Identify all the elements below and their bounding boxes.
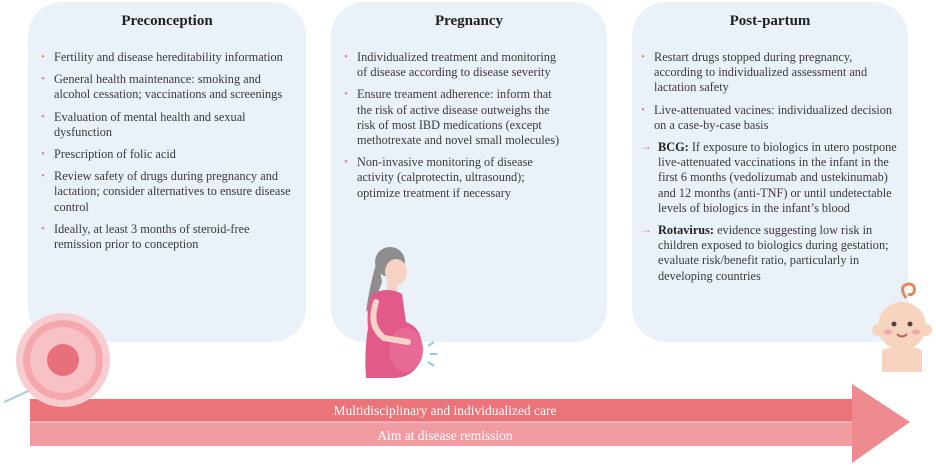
baby-icon: [868, 282, 936, 374]
bullet-icon: •: [344, 156, 348, 169]
list-item: • Fertility and disease hereditability information: [41, 50, 283, 64]
list-item: • Live-attenuated vacines: individualized decision on a case-by-case basis: [641, 102, 892, 132]
pregnant-woman-icon: [342, 242, 438, 382]
bullet-icon: •: [344, 88, 348, 101]
arrow-right-icon: →: [640, 139, 652, 154]
bullet-icon: •: [41, 51, 45, 63]
list-item: • Individualized treatment and monitoring of disease according to disease severity: [344, 50, 557, 80]
list-subitem-rotavirus: → Rotavirus: evidence suggesting low risk in children exposed to biologics during gestation; evaluate risk/benefit ratio, particularly in developing countries: [640, 222, 889, 283]
bullet-icon: •: [41, 222, 45, 235]
list-item: • Ideally, at least 3 months of steroid-free remission prior to conception: [41, 221, 250, 252]
arrow-label-remission: Aim at disease remission: [377, 428, 513, 443]
bullet-icon: •: [344, 51, 348, 63]
list-item: • Review safety of drugs during pregnancy and lactation; consider alternatives to ensure disease control: [41, 169, 291, 214]
bullet-icon: •: [641, 51, 645, 63]
bullet-icon: •: [641, 103, 645, 116]
list-item: • General health maintenance: smoking and alcohol cessation; vaccinations and screenings: [41, 72, 283, 102]
arrow-label-care: Multidisciplinary and individualized care: [333, 403, 557, 418]
list-subitem-bcg: → BCG: If exposure to biologics in utero postpone live-attenuated vaccinations in the infant in the first 6 months (vedolizumab and ustekinumab) and 12 months (anti-TNF) or until undetectable levels of biologics in the infant’s blood: [640, 139, 897, 215]
egg-cell-icon: [0, 310, 110, 420]
pregnancy-title: Pregnancy: [434, 13, 504, 29]
list-item: • Restart drugs stopped during pregnancy, according to individualized assessment and lactation safety: [641, 50, 868, 95]
arrow-right-icon: →: [640, 222, 652, 237]
preconception-title: Preconception: [121, 13, 213, 29]
list-item: • Prescription of folic acid: [41, 147, 176, 162]
arrow-head: [852, 384, 910, 463]
list-item: • Ensure treament adherence: inform that the risk of active disease outweighs the risk of most IBD medications (except methotrexate and novel small molecules): [344, 87, 560, 148]
bullet-icon: •: [41, 73, 45, 86]
list-item: • Non-invasive monitoring of disease activity (calprotectin, ultrasound); optimize treatment if necessary: [344, 155, 533, 200]
postpartum-title: Post-partum: [729, 13, 811, 29]
bullet-icon: •: [41, 110, 45, 123]
list-item: • Evaluation of mental health and sexual dysfunction: [41, 109, 246, 139]
bullet-icon: •: [41, 148, 45, 161]
bullet-icon: •: [41, 170, 45, 183]
